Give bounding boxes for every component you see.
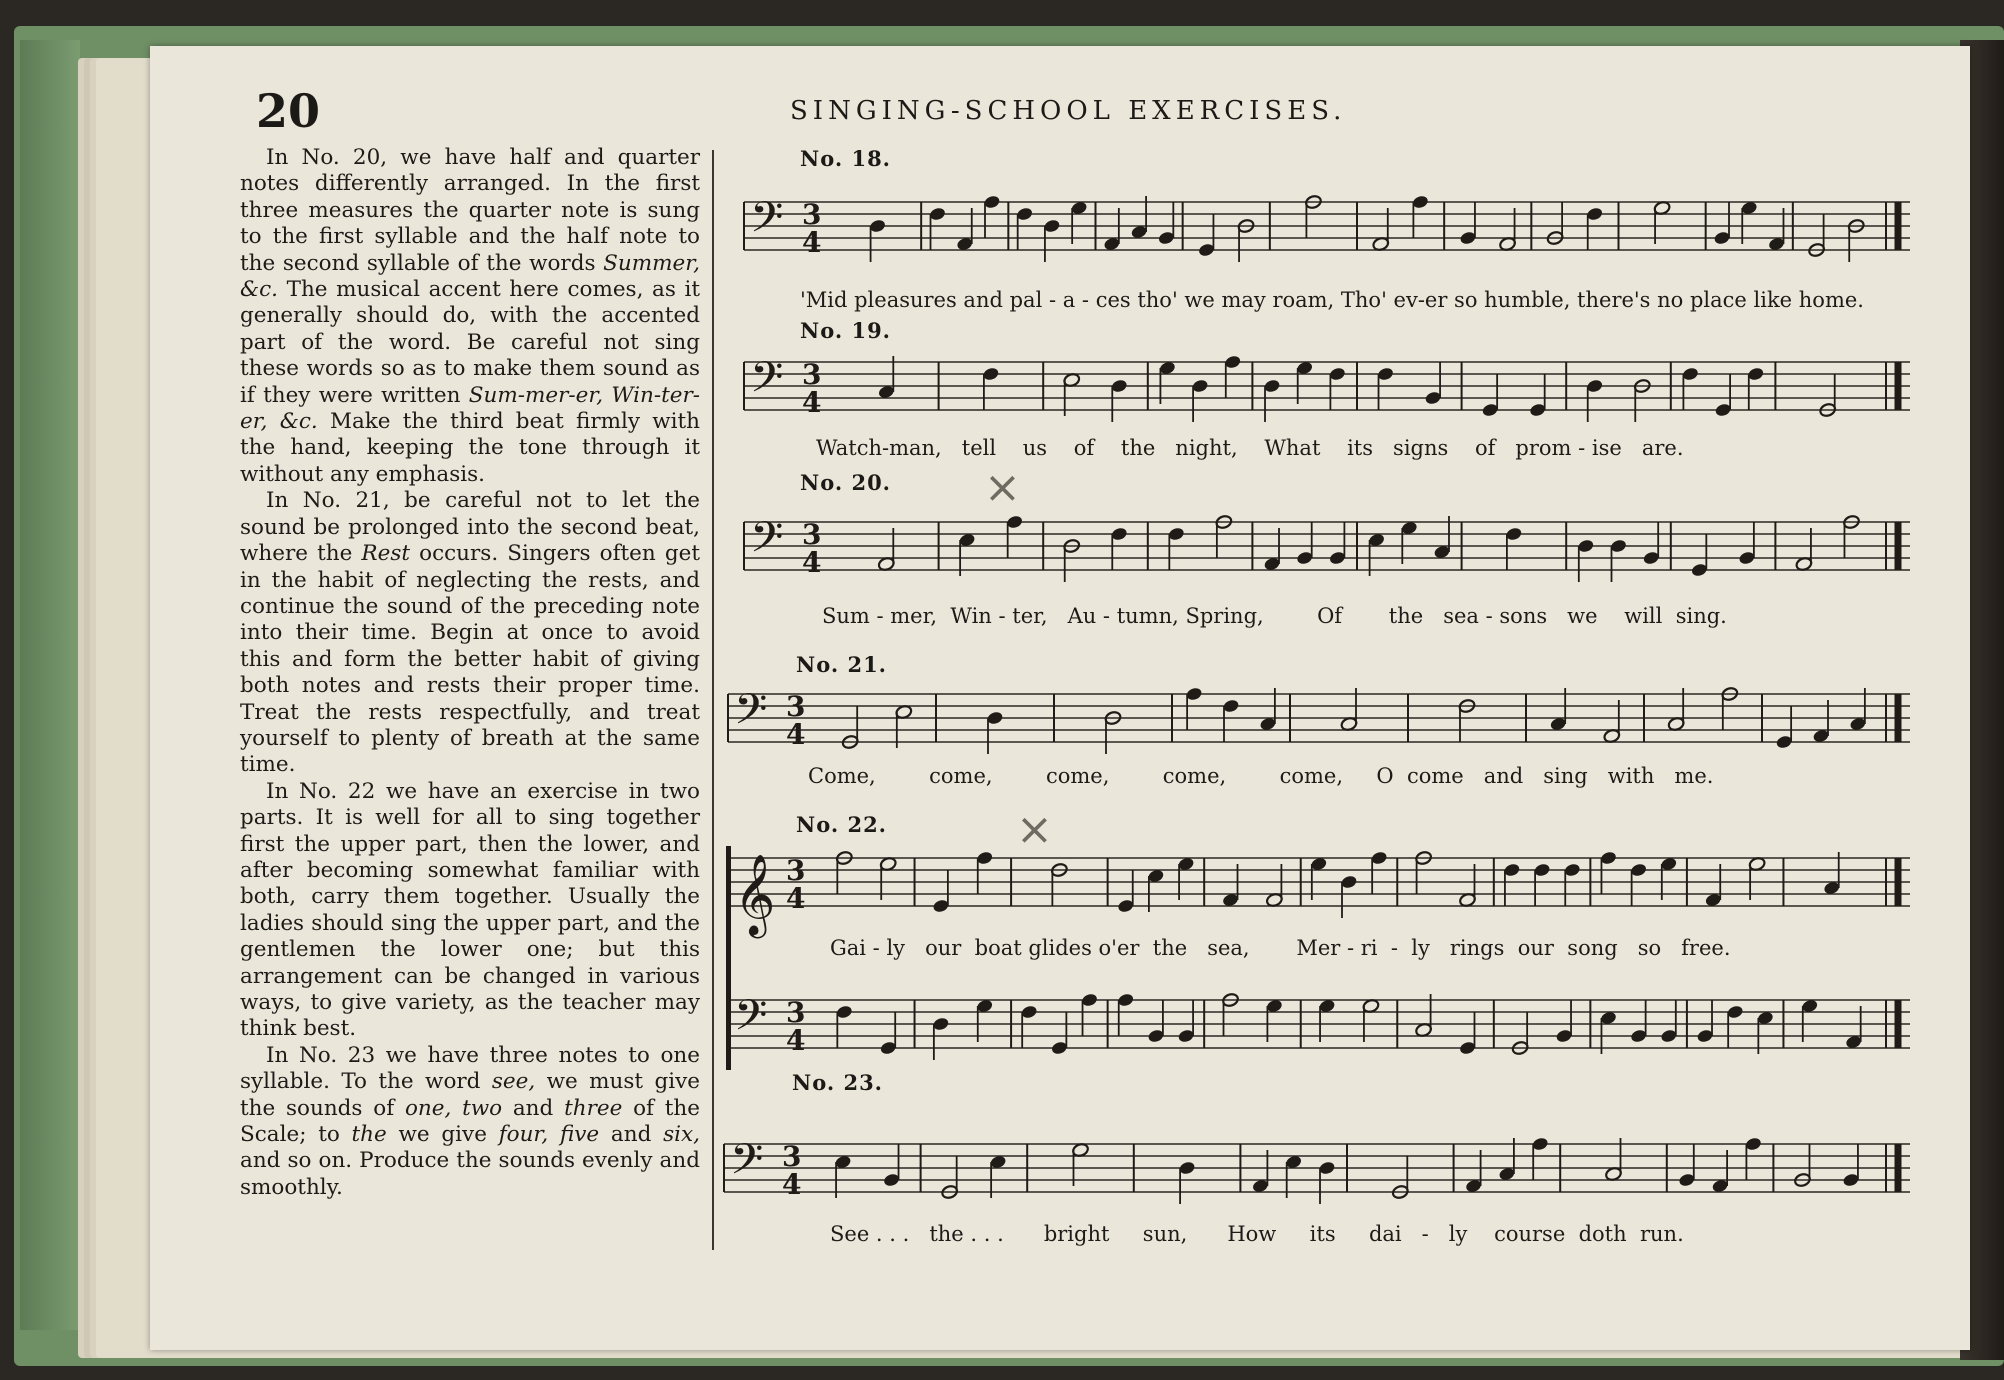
time-signature-top: 3 [786, 996, 806, 1029]
time-signature-top: 3 [782, 1140, 802, 1173]
exercise-label-22: No. 22. [796, 812, 887, 837]
time-signature-top: 3 [802, 358, 822, 391]
time-signature-top: 3 [786, 854, 806, 887]
staff-20 [744, 512, 1920, 592]
staff-23 [724, 1134, 1920, 1214]
lyrics-20: Sum - mer, Win - ter, Au - tumn, Spring, Of the sea - sons we will sing. [822, 604, 1727, 628]
bass-clef: 𝄢 [750, 193, 784, 253]
time-signature-bottom: 4 [782, 1168, 802, 1201]
time-signature-top: 3 [786, 690, 806, 723]
lyrics-23: See . . . the . . . bright sun, How its dai - ly course doth run. [830, 1222, 1684, 1246]
time-signature-bottom: 4 [786, 1024, 806, 1057]
bass-clef: 𝄢 [730, 1135, 764, 1195]
system-brace [726, 846, 731, 1070]
staff-22-upper [728, 848, 1920, 935]
staff-18 [744, 192, 1920, 272]
staff-22-lower [728, 990, 1920, 1070]
time-signature-bottom: 4 [802, 546, 822, 579]
time-signature-top: 3 [802, 518, 822, 551]
instruction-text [240, 145, 700, 1201]
cover-edge [20, 40, 80, 1330]
treble-clef: 𝄞 [734, 853, 776, 935]
staff-19 [744, 352, 1920, 432]
exercise-label-19: No. 19. [800, 318, 891, 343]
page-number: 20 [256, 84, 321, 138]
paragraph-2: In No. 21, be careful not to let the sound be prolonged into the second beat, where the Rest occurs. Singers often get in the habit of neglecting the rests, and continue the sound of the preceding note into their time. Begin at once to avoid this and form the better habit of giving both notes and rests their proper time. Treat the rests respectfully, and treat yourself to plenty of breath at the same time. [240, 488, 700, 778]
pencil-mark-1: × [984, 462, 1021, 513]
lyrics-21: Come, come, come, come, come, O come and sing with me. [808, 764, 1714, 788]
column-divider [712, 150, 714, 1250]
exercise-label-18: No. 18. [800, 146, 891, 171]
lyrics-19: Watch-man, tell us of the night, What its signs of prom - ise are. [816, 436, 1684, 460]
time-signature-bottom: 4 [802, 226, 822, 259]
exercise-label-20: No. 20. [800, 470, 891, 495]
paragraph-3: In No. 22 we have an exercise in two parts. It is well for all to sing together first the upper part, then the lower, and after becoming somewhat familiar with both, carry them together. Usually the ladies should sing the upper part, and the gentlemen the lower one; but this arrangement can be changed in various ways, to give variety, as the teacher may think best. [240, 778, 700, 1042]
paragraph-4: In No. 23 we have three notes to one syllable. To the word see, we must give the sounds of one, two and three of the Scale; to the we give four, five and six, and so on. Produce the sounds evenly and smoothly. [240, 1042, 701, 1200]
time-signature-bottom: 4 [786, 882, 806, 915]
exercise-label-21: No. 21. [796, 652, 887, 677]
exercise-label-23: No. 23. [792, 1070, 883, 1095]
bass-clef: 𝄢 [750, 353, 784, 413]
time-signature-top: 3 [802, 198, 822, 231]
bass-clef: 𝄢 [734, 991, 768, 1051]
pencil-mark-2: × [1016, 804, 1053, 855]
lyrics-18: 'Mid pleasures and pal - a - ces tho' we may roam, Tho' ev-er so humble, there's no place like home. [800, 288, 1864, 312]
staff-21 [728, 684, 1920, 764]
bass-clef: 𝄢 [750, 513, 784, 573]
running-header: SINGING-SCHOOL EXERCISES. [790, 96, 1347, 126]
time-signature-bottom: 4 [802, 386, 822, 419]
paragraph-1: In No. 20, we have half and quarter notes differently arranged. In the first three measures the quarter note is sung to the first syllable and the half note to the second syllable of the words Summer, &c. The musical accent here comes, as it generally should do, with the accented part of the word. Be careful not sing these words so as to make them sound as if they were written Sum-mer-er, Win-ter-er, &c. Make the third beat firmly with the hand, keeping the tone through it without any emphasis. [240, 145, 700, 487]
lyrics-22: Gai - ly our boat glides o'er the sea, Mer - ri - ly rings our song so free. [830, 936, 1731, 960]
bass-clef: 𝄢 [734, 685, 768, 745]
time-signature-bottom: 4 [786, 718, 806, 751]
